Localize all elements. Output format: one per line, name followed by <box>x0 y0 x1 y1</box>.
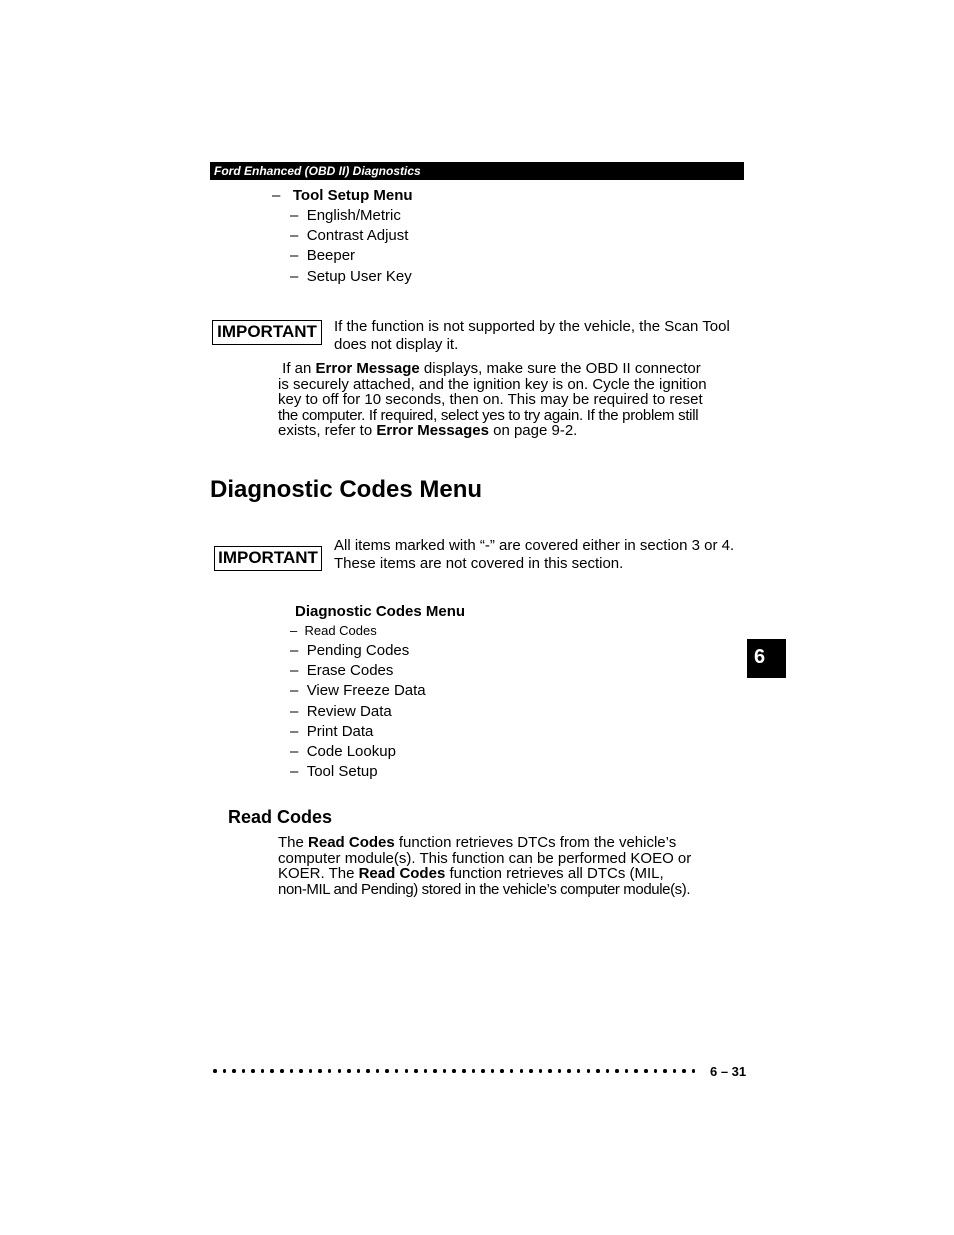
tool-setup-title <box>272 186 413 206</box>
read-codes-paragraph: The Read Codes function retrieves DTCs from the vehicle’s computer module(s). This function can be performed KOEO or KOER. The Read Codes function retrieves all DTCs (MIL, non-MIL and Pending) stored in the vehicle’s computer module(s). <box>278 834 692 898</box>
leader-dot <box>290 1069 294 1073</box>
leader-dot <box>223 1069 227 1073</box>
read-codes-heading: Read Codes <box>228 807 333 827</box>
leader-dot <box>366 1069 370 1073</box>
leader-dot <box>462 1069 466 1073</box>
important-badge: IMPORTANT <box>214 546 322 571</box>
important-note: If the function is not supported by the vehicle, the Scan Tool does not display it. <box>334 318 730 353</box>
list-item: – Read Codes <box>290 623 377 638</box>
leader-dot <box>491 1069 495 1073</box>
leader-dot <box>520 1069 524 1073</box>
leader-dot <box>529 1069 533 1073</box>
important-badge: IMPORTANT <box>212 320 322 345</box>
leader-dot <box>577 1069 581 1073</box>
leader-dot <box>625 1069 629 1073</box>
leader-dot <box>414 1069 418 1073</box>
leader-dot <box>673 1069 677 1073</box>
leader-dot <box>280 1069 284 1073</box>
list-item: – Contrast Adjust <box>290 227 409 244</box>
leader-dot <box>567 1069 571 1073</box>
list-item: – Print Data <box>290 723 374 740</box>
leader-dot <box>424 1069 428 1073</box>
list-item: – Beeper <box>290 247 356 264</box>
leader-dot <box>338 1069 342 1073</box>
list-item: – Pending Codes <box>290 642 410 659</box>
leader-dot <box>539 1069 543 1073</box>
leader-dot <box>242 1069 246 1073</box>
leader-dot <box>654 1069 658 1073</box>
leader-dot <box>309 1069 313 1073</box>
leader-dot <box>615 1069 619 1073</box>
leader-dot <box>213 1069 217 1073</box>
error-message-paragraph: If an Error Message displays, make sure the OBD II connector is securely attached, and the ignition key is on. Cycle the ignition key to off for 10 seconds, then on. This may be required to reset the computer. If required, select yes to try again. If the problem still exists, refer to Error Messages on page 9-2. <box>278 360 707 439</box>
leader-dot <box>596 1069 600 1073</box>
leader-dot <box>385 1069 389 1073</box>
leader-dot <box>405 1069 409 1073</box>
leader-dot <box>558 1069 562 1073</box>
footer-dot-leader <box>213 1062 703 1082</box>
leader-dot <box>692 1069 696 1073</box>
leader-dot <box>376 1069 380 1073</box>
leader-dot <box>644 1069 648 1073</box>
list-item: – English/Metric <box>290 207 401 224</box>
list-item: – Erase Codes <box>290 662 394 679</box>
leader-dot <box>500 1069 504 1073</box>
list-item: – Code Lookup <box>290 743 396 760</box>
leader-dot <box>251 1069 255 1073</box>
leader-dot <box>452 1069 456 1073</box>
chapter-tab: 6 <box>747 639 786 678</box>
leader-dot <box>682 1069 686 1073</box>
leader-dot <box>443 1069 447 1073</box>
important-note: All items marked with “-” are covered either in section 3 or 4. These items are not covered in this section. <box>334 537 735 572</box>
leader-dot <box>472 1069 476 1073</box>
list-item: – View Freeze Data <box>290 682 426 699</box>
leader-dot <box>395 1069 399 1073</box>
leader-dot <box>587 1069 591 1073</box>
leader-dot <box>318 1069 322 1073</box>
leader-dot <box>328 1069 332 1073</box>
list-item: – Review Data <box>290 703 392 720</box>
leader-dot <box>481 1069 485 1073</box>
tool-setup-label: Tool Setup Menu <box>292 187 413 204</box>
leader-dot <box>232 1069 236 1073</box>
list-item: – Tool Setup <box>290 763 378 780</box>
leader-dot <box>270 1069 274 1073</box>
list-item: – Setup User Key <box>290 268 412 285</box>
section-title: Diagnostic Codes Menu <box>210 476 483 503</box>
dash: – <box>272 187 281 204</box>
leader-dot <box>548 1069 552 1073</box>
leader-dot <box>261 1069 265 1073</box>
running-header: Ford Enhanced (OBD II) Diagnostics <box>210 162 744 180</box>
leader-dot <box>663 1069 667 1073</box>
leader-dot <box>347 1069 351 1073</box>
leader-dot <box>433 1069 437 1073</box>
leader-dot <box>510 1069 514 1073</box>
page-number: 6 – 31 <box>710 1064 747 1079</box>
leader-dot <box>634 1069 638 1073</box>
diagnostic-codes-menu-title: Diagnostic Codes Menu <box>295 603 466 620</box>
leader-dot <box>606 1069 610 1073</box>
leader-dot <box>299 1069 303 1073</box>
leader-dot <box>357 1069 361 1073</box>
